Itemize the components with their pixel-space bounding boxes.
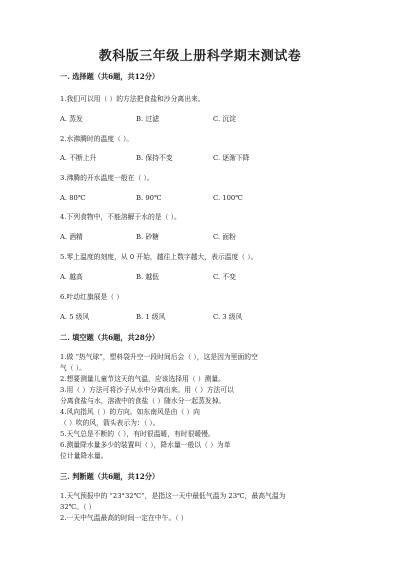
question-stem: 2.水沸腾时的温度（ ）。 [60, 135, 134, 143]
question-option: A. 不断上升 [60, 154, 97, 162]
question-option: A. 越高 [60, 273, 83, 281]
question-option: C. 100℃ [213, 194, 243, 202]
fill-line: 5.天气总是不断的（ ），有时很温暖，有时很暖慢。 [60, 430, 215, 438]
question-option: C. 3 级风 [213, 313, 243, 321]
question-option: A. 蒸发 [60, 115, 83, 123]
judge-line: 1.天气预报中的 “23°32℃”，是指这一天中最低气温为 23℃，最高气温为 [60, 492, 286, 500]
section-heading-judge: 三. 判断题（共6题，共12分） [60, 472, 160, 481]
question-option: B. 过滤 [136, 115, 159, 123]
section-heading-fill: 二. 填空题（共6题，共28分） [60, 333, 160, 342]
question-stem: 5.零上温度的刻度，从 0 开始，越往上数字越大，表示温度（ ）。 [60, 253, 258, 261]
fill-line: 6.测量降水量多少的装置叫（ ），降水量一般以（ ）为单 [60, 441, 231, 449]
question-stem: 1.我们可以用（ ）的方法把食盐和沙分离出来。 [60, 95, 205, 103]
question-stem: 3.沸腾的开水温度一般在（ ）。 [60, 174, 154, 182]
fill-line: 气（ ）。 [60, 364, 86, 372]
question-option: C. 逐渐下降 [213, 154, 250, 162]
question-option: C. 面粉 [213, 233, 236, 241]
question-option: C. 不变 [213, 273, 236, 281]
fill-line: 位计量降水量。 [60, 452, 108, 460]
question-option: B. 1 级风 [136, 313, 166, 321]
fill-line: 3.用（ ）方法可将沙子从水中分离出来。用（ ）方法可以 [60, 386, 234, 394]
question-option: B. 90℃ [136, 194, 162, 202]
judge-line: 2.一天中气温最高的时间一定在中午。（ ） [60, 514, 188, 522]
question-stem: 4.下列食物中，不能溶解于水的是（ ）。 [60, 213, 181, 221]
question-stem: 6.叶动红旗展是（ ） [60, 293, 124, 301]
question-option: A. 酒精 [60, 233, 83, 241]
question-option: B. 保持不变 [136, 154, 173, 162]
section-heading-choice: 一. 选择题（共6题，共12分） [60, 72, 160, 81]
fill-line: 2.想要测量儿童节这天的气温，应该选择用（ ）测量。 [60, 375, 225, 383]
fill-line: 分离食盐与水，溶液中的食盐（ ）随水分一起蒸发掉。 [60, 397, 226, 405]
fill-line: （ ）吹的风，箭头表示为：（ ）。 [60, 419, 160, 427]
fill-line: 4.风向指风（ ）的方向。如东南风是由（ ）向 [60, 408, 200, 416]
question-option: A. 80℃ [60, 194, 86, 202]
question-option: A. 5 级风 [60, 313, 90, 321]
question-option: C. 沉淀 [213, 115, 236, 123]
page-title: 教科版三年级上册科学期末测试卷 [98, 49, 302, 64]
judge-line: 32℃。（ ） [60, 503, 96, 511]
fill-line: 1.做 “热气球”，塑料袋升空一段时间后会（ ），这是因为里面的空 [60, 353, 258, 361]
question-option: B. 砂糖 [136, 233, 159, 241]
question-option: B. 越低 [136, 273, 159, 281]
